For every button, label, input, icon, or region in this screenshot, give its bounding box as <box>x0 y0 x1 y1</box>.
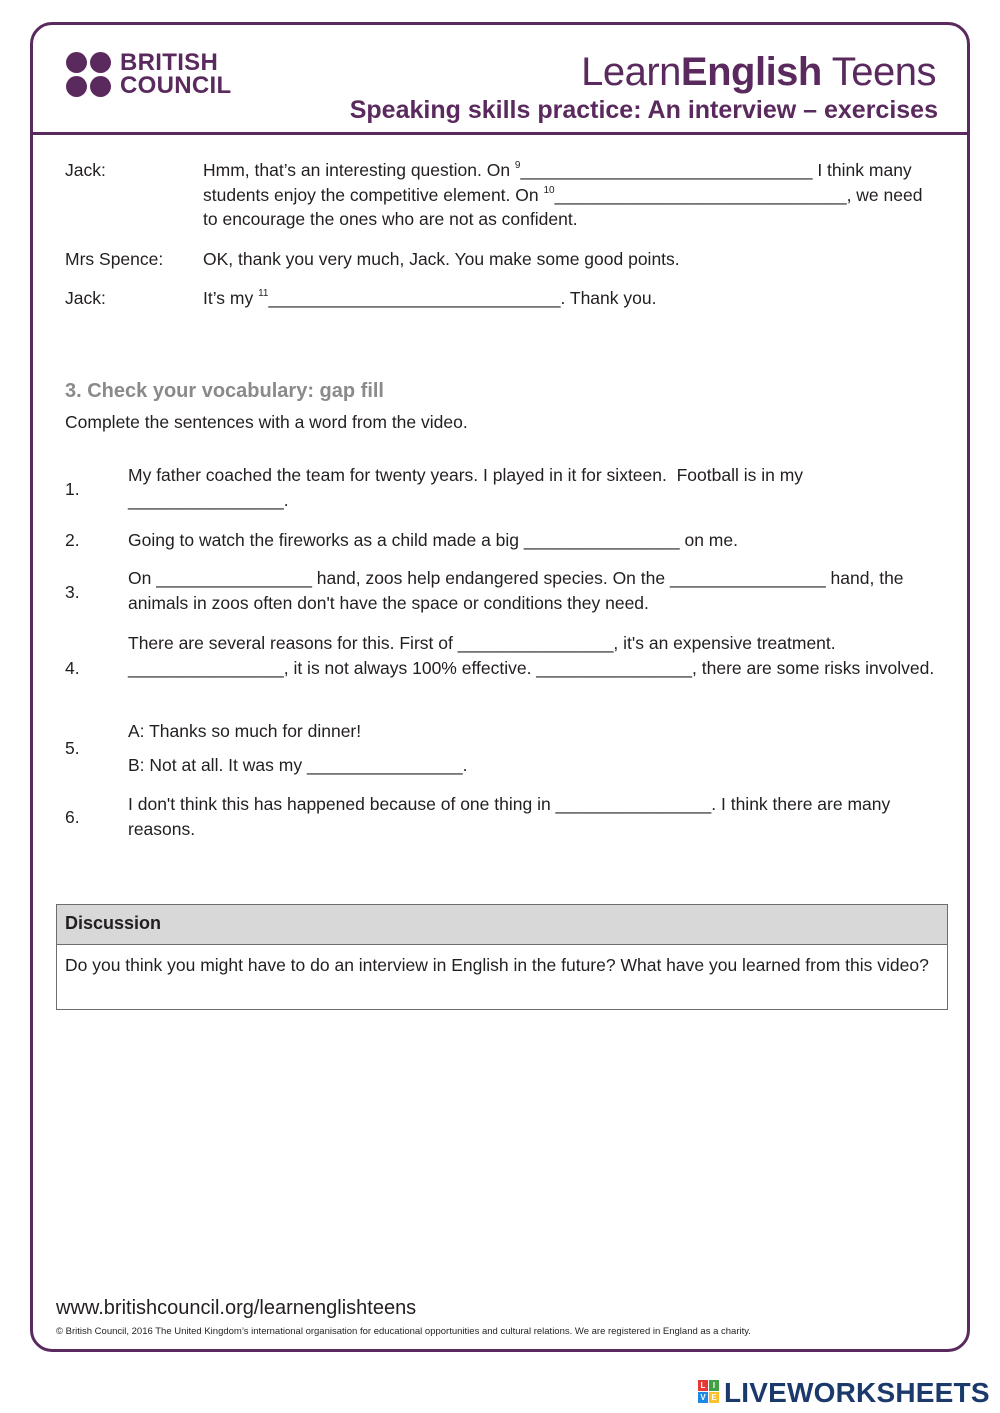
footer-copyright: © British Council, 2016 The United Kingdom’s international organisation for educational opportunities and cultural relations. We are registered in England as a charity. <box>56 1326 751 1337</box>
mark-letter: I <box>709 1380 719 1391</box>
dialogue-speaker: Jack: <box>65 160 106 180</box>
gap-fill-item: On ________________ hand, zoos help endangered species. On the ________________ hand, the animals in zoos often don't have the space or conditions they need. <box>128 568 904 613</box>
discussion-box <box>56 904 948 1010</box>
british-council-wordmark: BRITISH COUNCIL <box>120 49 232 99</box>
header-divider <box>33 132 967 135</box>
gap-fill-item: Going to watch the fireworks as a child made a big ________________ on me. <box>128 530 738 550</box>
section-heading: 3. Check your vocabulary: gap fill <box>65 380 384 402</box>
footer-url: www.britishcouncil.org/learnenglishteens <box>56 1297 417 1319</box>
mark-letter: L <box>698 1380 708 1391</box>
item-number: 4. <box>65 658 80 678</box>
mark-letter: E <box>709 1392 719 1403</box>
gap-fill-item: There are several reasons for this. First of ________________, it's an expensive treatment. ________________, it is not always 100% effective. ________________, there are some risks involved. <box>128 633 935 678</box>
item-number: 6. <box>65 807 80 827</box>
gap-fill-item-line-a: A: Thanks so much for dinner! <box>128 721 362 741</box>
dialogue-line: Hmm, that’s an interesting question. On $^9$______________________________ I think many students enjoy the competitive element. On $^{10}$______________________________, we need to encourage the ones who are not as confident. <box>203 160 923 229</box>
gap-fill-item: My father coached the team for twenty years. I played in it for sixteen. Football is in my ________________. <box>128 465 804 510</box>
discussion-heading: Discussion <box>57 905 947 945</box>
gap-fill-item: I don't think this has happened because of one thing in ________________. I think there are many reasons. <box>128 794 891 839</box>
liveworksheets-mark-icon <box>698 1380 720 1404</box>
liveworksheets-wordmark: LIVEWORKSHEETS <box>724 1377 990 1408</box>
discussion-question: Do you think you might have to do an interview in English in the future? What have you learned from this video? <box>65 955 929 975</box>
item-number: 2. <box>65 530 80 550</box>
item-number: 1. <box>65 479 80 499</box>
section-instruction: Complete the sentences with a word from the video. <box>65 412 468 432</box>
dialogue-line: OK, thank you very much, Jack. You make some good points. <box>203 249 680 269</box>
item-number: 3. <box>65 582 80 602</box>
worksheet-title: Speaking skills practice: An interview – exercises <box>349 96 938 124</box>
dialogue-speaker: Mrs Spence: <box>65 249 164 269</box>
gap-fill-item-line-b: B: Not at all. It was my ________________. <box>128 755 468 775</box>
item-number: 5. <box>65 738 80 758</box>
dialogue-speaker: Jack: <box>65 288 106 308</box>
learnenglish-teens-logo: LearnEnglish Teens <box>581 50 936 94</box>
dialogue-line: It’s my $^{11}$______________________________. Thank you. <box>203 288 657 308</box>
mark-letter: V <box>698 1392 708 1403</box>
british-council-dots-icon <box>66 52 114 98</box>
